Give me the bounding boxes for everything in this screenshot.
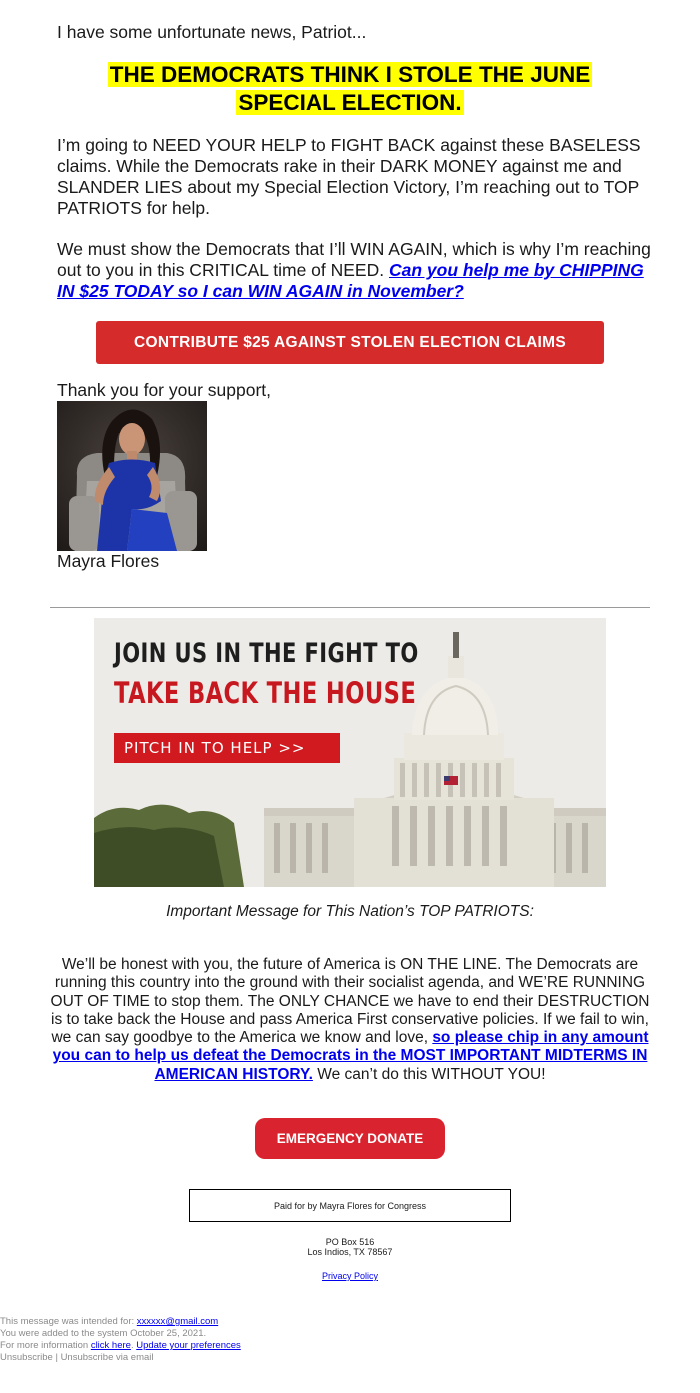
urgent-text: We’ll be honest with you, the future of America is ON THE LINE. The Democrats are running this country into the ground with their socialist agenda, and WE’RE RUNNING OUT OF TIME to stop them. The ONLY CHANCE we have to end their DESTRUCTION is to take back the House and pass America First conservative policies. If we fail to win, we can say goodbye to the America we know and love, (50, 956, 650, 1047)
address-line-2: Los Indios, TX 78567 (307, 1247, 393, 1257)
address-line-1: PO Box 516 (325, 1237, 375, 1247)
appeal-paragraph (57, 239, 657, 302)
paid-for-disclaimer: Paid for by Mayra Flores for Congress (189, 1189, 511, 1222)
intended-label: This message was intended for: (0, 1316, 135, 1327)
emergency-donate-button[interactable]: EMERGENCY DONATE (255, 1118, 445, 1159)
chip-in-link[interactable]: Can you help me by CHIPPING IN $25 TODAY so I can WIN AGAIN in November? (57, 260, 644, 301)
take-back-house-banner[interactable] (94, 618, 606, 887)
recipient-email-link[interactable]: xxxxxx@gmail.com (136, 1316, 219, 1327)
signer-name: Mayra Flores (57, 551, 160, 571)
section-divider (50, 607, 650, 608)
footer-intended-line (0, 1316, 241, 1328)
unsubscribe-link[interactable]: Unsubscribe (0, 1352, 53, 1363)
more-info-label: For more information (0, 1340, 89, 1351)
privacy-policy-link[interactable]: Privacy Policy (321, 1271, 378, 1281)
email-footer (0, 1316, 241, 1364)
privacy-policy (0, 1271, 700, 1281)
update-preferences-link[interactable]: Update your preferences (136, 1340, 241, 1351)
contribute-25-button[interactable]: CONTRIBUTE $25 AGAINST STOLEN ELECTION CLAIMS (96, 321, 604, 364)
mailing-address (0, 1237, 700, 1257)
urgent-paragraph (50, 956, 650, 1084)
urgent-closing: We can’t do this WITHOUT YOU! (317, 1065, 546, 1083)
click-here-link[interactable]: click here (90, 1340, 131, 1351)
pitch-in-button[interactable]: PITCH IN TO HELP >> (114, 733, 340, 763)
headline (57, 61, 643, 117)
chip-in-any-amount-link[interactable]: so please chip in any amount you can to help us defeat the Democrats in the MOST IMPORTANT MIDTERMS IN AMERICAN HISTORY. (52, 1029, 649, 1083)
headline-text: THE DEMOCRATS THINK I STOLE THE JUNE SPECIAL ELECTION. (109, 62, 591, 115)
footer-unsubscribe-line (0, 1352, 241, 1364)
important-message-heading: Important Message for This Nation’s TOP PATRIOTS: (166, 903, 534, 920)
footer-separator: | (55, 1352, 58, 1363)
unsubscribe-email-link[interactable]: Unsubscribe via email (60, 1352, 154, 1363)
intro-paragraph: I’m going to NEED YOUR HELP to FIGHT BACK against these BASELESS claims. While the Democrats rake in their DARK MONEY against me and SLANDER LIES about my Special Election Victory, I’m reaching out to TOP PATRIOTS for help. (57, 135, 641, 218)
footer-more-info-line: For more information click here. Update your preferences (0, 1340, 241, 1351)
candidate-photo (57, 401, 207, 551)
banner-headline-2: TAKE BACK THE HOUSE (114, 676, 417, 710)
greeting-text: I have some unfortunate news, Patriot... (57, 22, 367, 42)
thanks-text: Thank you for your support, (57, 380, 271, 400)
banner-headline-1: JOIN US IN THE FIGHT TO (114, 638, 419, 669)
footer-added-line: You were added to the system October 25, 2021. (0, 1328, 207, 1339)
appeal-text: We must show the Democrats that I’ll WIN AGAIN, which is why I’m reaching out to you in this CRITICAL time of NEED. (57, 239, 651, 280)
